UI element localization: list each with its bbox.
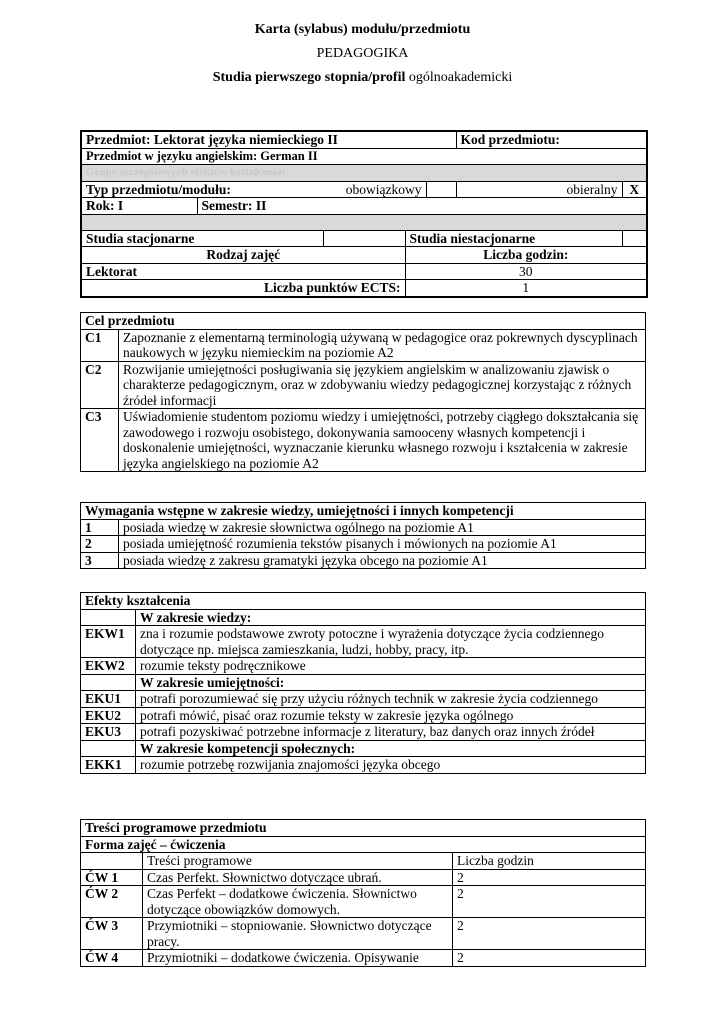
wymagania-code: 2 xyxy=(81,536,119,553)
niestacjonarne-checkbox xyxy=(622,230,647,247)
rok-cell: Rok: I xyxy=(81,198,197,215)
rodzaj-header: Rodzaj zajęć xyxy=(81,247,405,264)
tresci-code: ĆW 3 xyxy=(81,918,143,950)
efekt-text: potrafi mówić, pisać oraz rozumie teksty w zakresie języka ogólnego xyxy=(136,707,646,724)
tresci-code: ĆW 2 xyxy=(81,886,143,918)
wymagania-code: 1 xyxy=(81,519,119,536)
godziny-value: 30 xyxy=(405,263,647,280)
tresci-table xyxy=(80,819,646,967)
efekt-text: rozumie teksty podręcznikowe xyxy=(136,658,646,675)
tresci-text: Przymiotniki – stopniowanie. Słownictwo dotyczące pracy. xyxy=(143,918,453,950)
tresci-hours: 2 xyxy=(453,869,646,886)
stacjonarne-cell: Studia stacjonarne xyxy=(81,230,323,247)
obieralny-checkbox: X xyxy=(622,181,647,198)
tresci-code: ĆW 4 xyxy=(81,950,143,967)
semestr-cell: Semestr: II xyxy=(197,198,647,215)
obowiazkowy-checkbox xyxy=(426,181,456,198)
ects-value: 1 xyxy=(405,280,647,297)
cel-text: Zapoznanie z elementarną terminologią używaną w pedagogice oraz pokrewnych dyscyplinach naukowych w języku niemieckim na poziomie A2 xyxy=(119,329,646,361)
efekty-table xyxy=(80,592,646,774)
ects-label: Liczba punktów ECTS: xyxy=(81,280,405,297)
niestacjonarne-cell: Studia niestacjonarne xyxy=(405,230,622,247)
efekt-code: EKK1 xyxy=(81,757,136,774)
cel-code: C1 xyxy=(81,329,119,361)
tresci-text: Czas Perfekt – dodatkowe ćwiczenia. Słownictwo dotyczące obowiązków domowych. xyxy=(143,886,453,918)
tresci-hours: 2 xyxy=(453,886,646,918)
cel-code: C2 xyxy=(81,361,119,409)
kompetencje-subheader: W zakresie kompetencji społecznych: xyxy=(136,740,646,757)
col-header-tresci: Treści programowe xyxy=(143,853,453,870)
tresci-hours: 2 xyxy=(453,918,646,950)
obowiazkowy-cell: obowiązkowy xyxy=(323,181,426,198)
efekty-title: Efekty kształcenia xyxy=(81,593,646,610)
przedmiot-cell: Przedmiot: Lektorat języka niemieckiego II xyxy=(81,131,456,148)
lektorat-cell: Lektorat xyxy=(81,263,405,280)
wymagania-text: posiada wiedzę z zakresu gramatyki języka obcego na poziomie A1 xyxy=(119,552,646,569)
efekt-text: rozumie potrzebę rozwijania znajomości języka obcego xyxy=(136,757,646,774)
cel-table xyxy=(80,312,646,472)
obieralny-cell: obieralny xyxy=(456,181,622,198)
efekt-code: EKU2 xyxy=(81,707,136,724)
wymagania-code: 3 xyxy=(81,552,119,569)
tresci-text: Czas Perfekt. Słownictwo dotyczące ubrań. xyxy=(143,869,453,886)
wiedza-subheader: W zakresie wiedzy: xyxy=(136,609,646,626)
umiejetnosci-subheader: W zakresie umiejętności: xyxy=(136,674,646,691)
wymagania-table xyxy=(80,502,646,569)
tresci-title: Treści programowe przedmiotu xyxy=(81,820,646,837)
level-bold: Studia pierwszego stopnia/profil xyxy=(212,70,406,85)
cel-code: C3 xyxy=(81,409,119,472)
efekt-text: potrafi pozyskiwać potrzebne informacje z literatury, baz danych oraz innych źródeł xyxy=(136,724,646,741)
angielski-cell: Przedmiot w języku angielskim: German II xyxy=(81,148,647,165)
wymagania-title: Wymagania wstępne w zakresie wiedzy, umiejętności i innych kompetencji xyxy=(81,503,646,520)
efekt-code: EKU3 xyxy=(81,724,136,741)
efekt-text: zna i rozumie podstawowe zwroty potoczne i wyrażenia dotyczące życia codziennego dotyczące np. miejsca zamieszkania, ludzi, hobby, pracy, itp. xyxy=(136,626,646,658)
efekt-text: potrafi porozumiewać się przy użyciu różnych technik w zakresie życia codziennego xyxy=(136,691,646,708)
document-title: Karta (sylabus) modułu/przedmiotu xyxy=(254,22,471,37)
spacer-row xyxy=(81,214,647,230)
stacjonarne-checkbox xyxy=(323,230,405,247)
info-table xyxy=(80,130,648,298)
empty-cell xyxy=(81,609,136,626)
cel-text: Uświadomienie studentom poziomu wiedzy i umiejętności, potrzeby ciągłego dokształcania się zawodowego i rozwoju osobistego, dokonywania samooceny własnych kompetencji i doskonalenie umiejętności, wyznaczanie kierunku własnego rozwoju i kształcenia w zakresie języka angielskiego na poziomie A2 xyxy=(119,409,646,472)
godziny-header: Liczba godzin: xyxy=(405,247,647,264)
efekt-code: EKW2 xyxy=(81,658,136,675)
document-subject: PEDAGOGIKA xyxy=(316,46,409,61)
grupy-cell: Grupy szczegółowych efektów kształcenia: xyxy=(81,165,647,182)
tresci-code: ĆW 1 xyxy=(81,869,143,886)
efekt-code: EKW1 xyxy=(81,626,136,658)
empty-cell xyxy=(81,740,136,757)
cel-title: Cel przedmiotu xyxy=(81,313,646,330)
col-header-godzin: Liczba godzin xyxy=(453,853,646,870)
kod-cell: Kod przedmiotu: xyxy=(456,131,647,148)
wymagania-text: posiada wiedzę w zakresie słownictwa ogólnego na poziomie A1 xyxy=(119,519,646,536)
tresci-hours: 2 xyxy=(453,950,646,967)
cel-text: Rozwijanie umiejętności posługiwania się językiem angielskim w analizowaniu zjawisk o charakterze pedagogicznym, oraz w zdobywaniu wiedzy pedagogicznej korzystając z różnych źródeł informacji xyxy=(119,361,646,409)
typ-label: Typ przedmiotu/modułu: xyxy=(81,181,323,198)
empty-cell xyxy=(81,674,136,691)
efekt-code: EKU1 xyxy=(81,691,136,708)
level-normal: ogólnoakademicki xyxy=(405,70,513,85)
tresci-text: Przymiotniki – dodatkowe ćwiczenia. Opisywanie xyxy=(143,950,453,967)
wymagania-text: posiada umiejętność rozumienia tekstów pisanych i mówionych na poziomie A1 xyxy=(119,536,646,553)
forma-zajec: Forma zajęć – ćwiczenia xyxy=(81,836,646,853)
document-level xyxy=(0,70,725,86)
empty-cell xyxy=(81,853,143,870)
